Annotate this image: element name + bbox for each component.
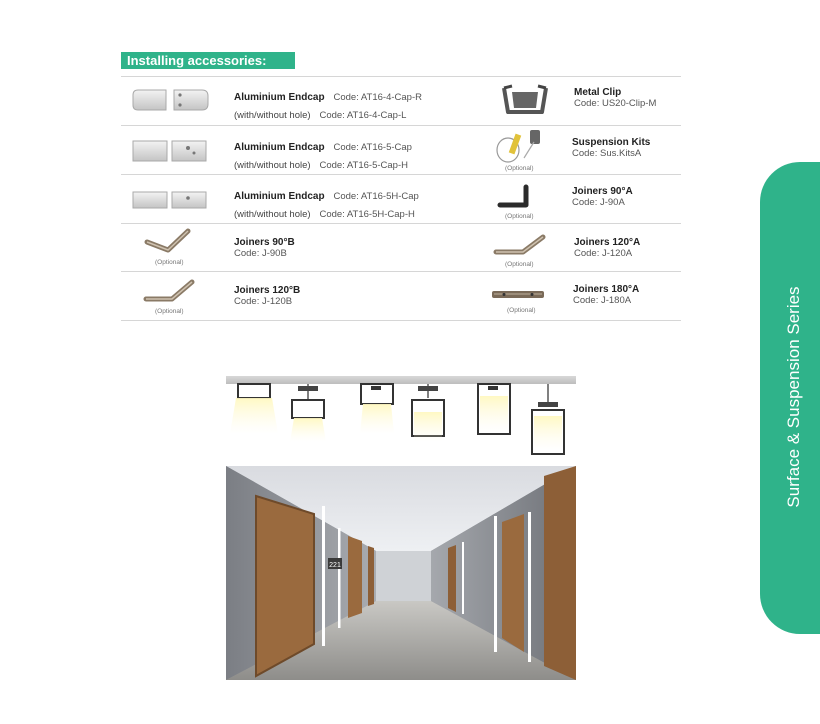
endcap-r-l-image bbox=[132, 86, 210, 114]
item-name: Joiners 180°A bbox=[573, 284, 640, 295]
profile-surface-3 bbox=[360, 384, 394, 434]
optional-label: (Optional) bbox=[507, 307, 536, 314]
item-name: Aluminium Endcap bbox=[234, 92, 325, 103]
optional-label: (Optional) bbox=[505, 261, 534, 268]
item-code: Code: J-120B bbox=[234, 296, 293, 307]
endcap-4-text bbox=[234, 87, 422, 123]
optional-label: (Optional) bbox=[505, 165, 534, 172]
item-code: Code: J-120A bbox=[574, 248, 633, 259]
profile-installation-diagram bbox=[226, 376, 576, 466]
section-title: Installing accessories: bbox=[127, 53, 267, 68]
item-name: Metal Clip bbox=[574, 87, 622, 98]
item-sub: (with/without hole) bbox=[234, 160, 311, 171]
row-divider bbox=[121, 125, 681, 126]
item-name: Joiners 90°B bbox=[234, 237, 295, 248]
joiner-90b-text bbox=[234, 237, 295, 259]
item-code: Code: J-90B bbox=[234, 248, 287, 259]
row-divider bbox=[121, 223, 681, 224]
item-name: Aluminium Endcap bbox=[234, 191, 325, 202]
section-header bbox=[121, 52, 295, 69]
item-code: Code: AT16-5-Cap-H bbox=[319, 160, 408, 171]
joiner-120b-image bbox=[144, 277, 196, 305]
item-code: Code: AT16-4-Cap-L bbox=[319, 110, 407, 121]
profile-surface-1 bbox=[230, 384, 278, 434]
optional-label: (Optional) bbox=[155, 308, 184, 315]
item-code: Code: AT16-4-Cap-R bbox=[333, 92, 422, 103]
endcap-5h-text bbox=[234, 186, 419, 222]
item-code: Code: AT16-5-Cap bbox=[333, 142, 412, 153]
item-name: Joiners 120°A bbox=[574, 237, 641, 248]
joiner-120b-text bbox=[234, 285, 300, 307]
corridor-photo bbox=[226, 466, 576, 680]
joiner-120a-text bbox=[574, 237, 640, 259]
profile-suspended-4 bbox=[412, 384, 444, 442]
joiner-180a-text bbox=[573, 284, 639, 306]
row-divider bbox=[121, 76, 681, 77]
row-divider bbox=[121, 271, 681, 272]
item-code: Code: J-180A bbox=[573, 295, 632, 306]
item-sub: (with/without hole) bbox=[234, 209, 311, 220]
item-name: Joiners 120°B bbox=[234, 285, 301, 296]
joiner-90a-text bbox=[572, 186, 633, 208]
item-code: Code: AT16-5H-Cap bbox=[333, 191, 419, 202]
suspension-kit-image bbox=[494, 128, 548, 164]
endcap-5h-image bbox=[132, 188, 210, 212]
metal-clip-image bbox=[500, 82, 550, 118]
optional-label: (Optional) bbox=[155, 259, 184, 266]
series-side-tab-label: Surface & Suspension Series bbox=[784, 286, 803, 508]
item-name: Suspension Kits bbox=[572, 137, 651, 148]
row-divider bbox=[121, 174, 681, 175]
optional-label: (Optional) bbox=[505, 213, 534, 220]
item-name: Joiners 90°A bbox=[572, 186, 633, 197]
item-sub: (with/without hole) bbox=[234, 110, 311, 121]
item-code: Code: J-90A bbox=[572, 197, 625, 208]
endcap-5-image bbox=[132, 138, 210, 164]
item-code: Code: Sus.KitsA bbox=[572, 148, 642, 159]
profile-surface-5 bbox=[478, 384, 510, 434]
suspension-kit-text bbox=[572, 137, 650, 159]
joiner-90a-image bbox=[496, 183, 538, 213]
joiner-90b-image bbox=[144, 228, 192, 258]
item-name: Aluminium Endcap bbox=[234, 142, 325, 153]
profile-suspended-2 bbox=[290, 384, 326, 442]
corridor-scene bbox=[226, 466, 576, 680]
joiner-180a-image bbox=[490, 288, 546, 302]
item-code: Code: US20-Clip-M bbox=[574, 98, 657, 109]
item-code: Code: AT16-5H-Cap-H bbox=[319, 209, 415, 220]
row-divider bbox=[121, 320, 681, 321]
profile-suspended-6 bbox=[532, 384, 564, 454]
room-number: 221 bbox=[329, 562, 341, 569]
joiner-120a-image bbox=[493, 232, 547, 260]
endcap-5-text bbox=[234, 137, 412, 173]
series-side-tab bbox=[760, 162, 820, 634]
metal-clip-text bbox=[574, 87, 656, 109]
